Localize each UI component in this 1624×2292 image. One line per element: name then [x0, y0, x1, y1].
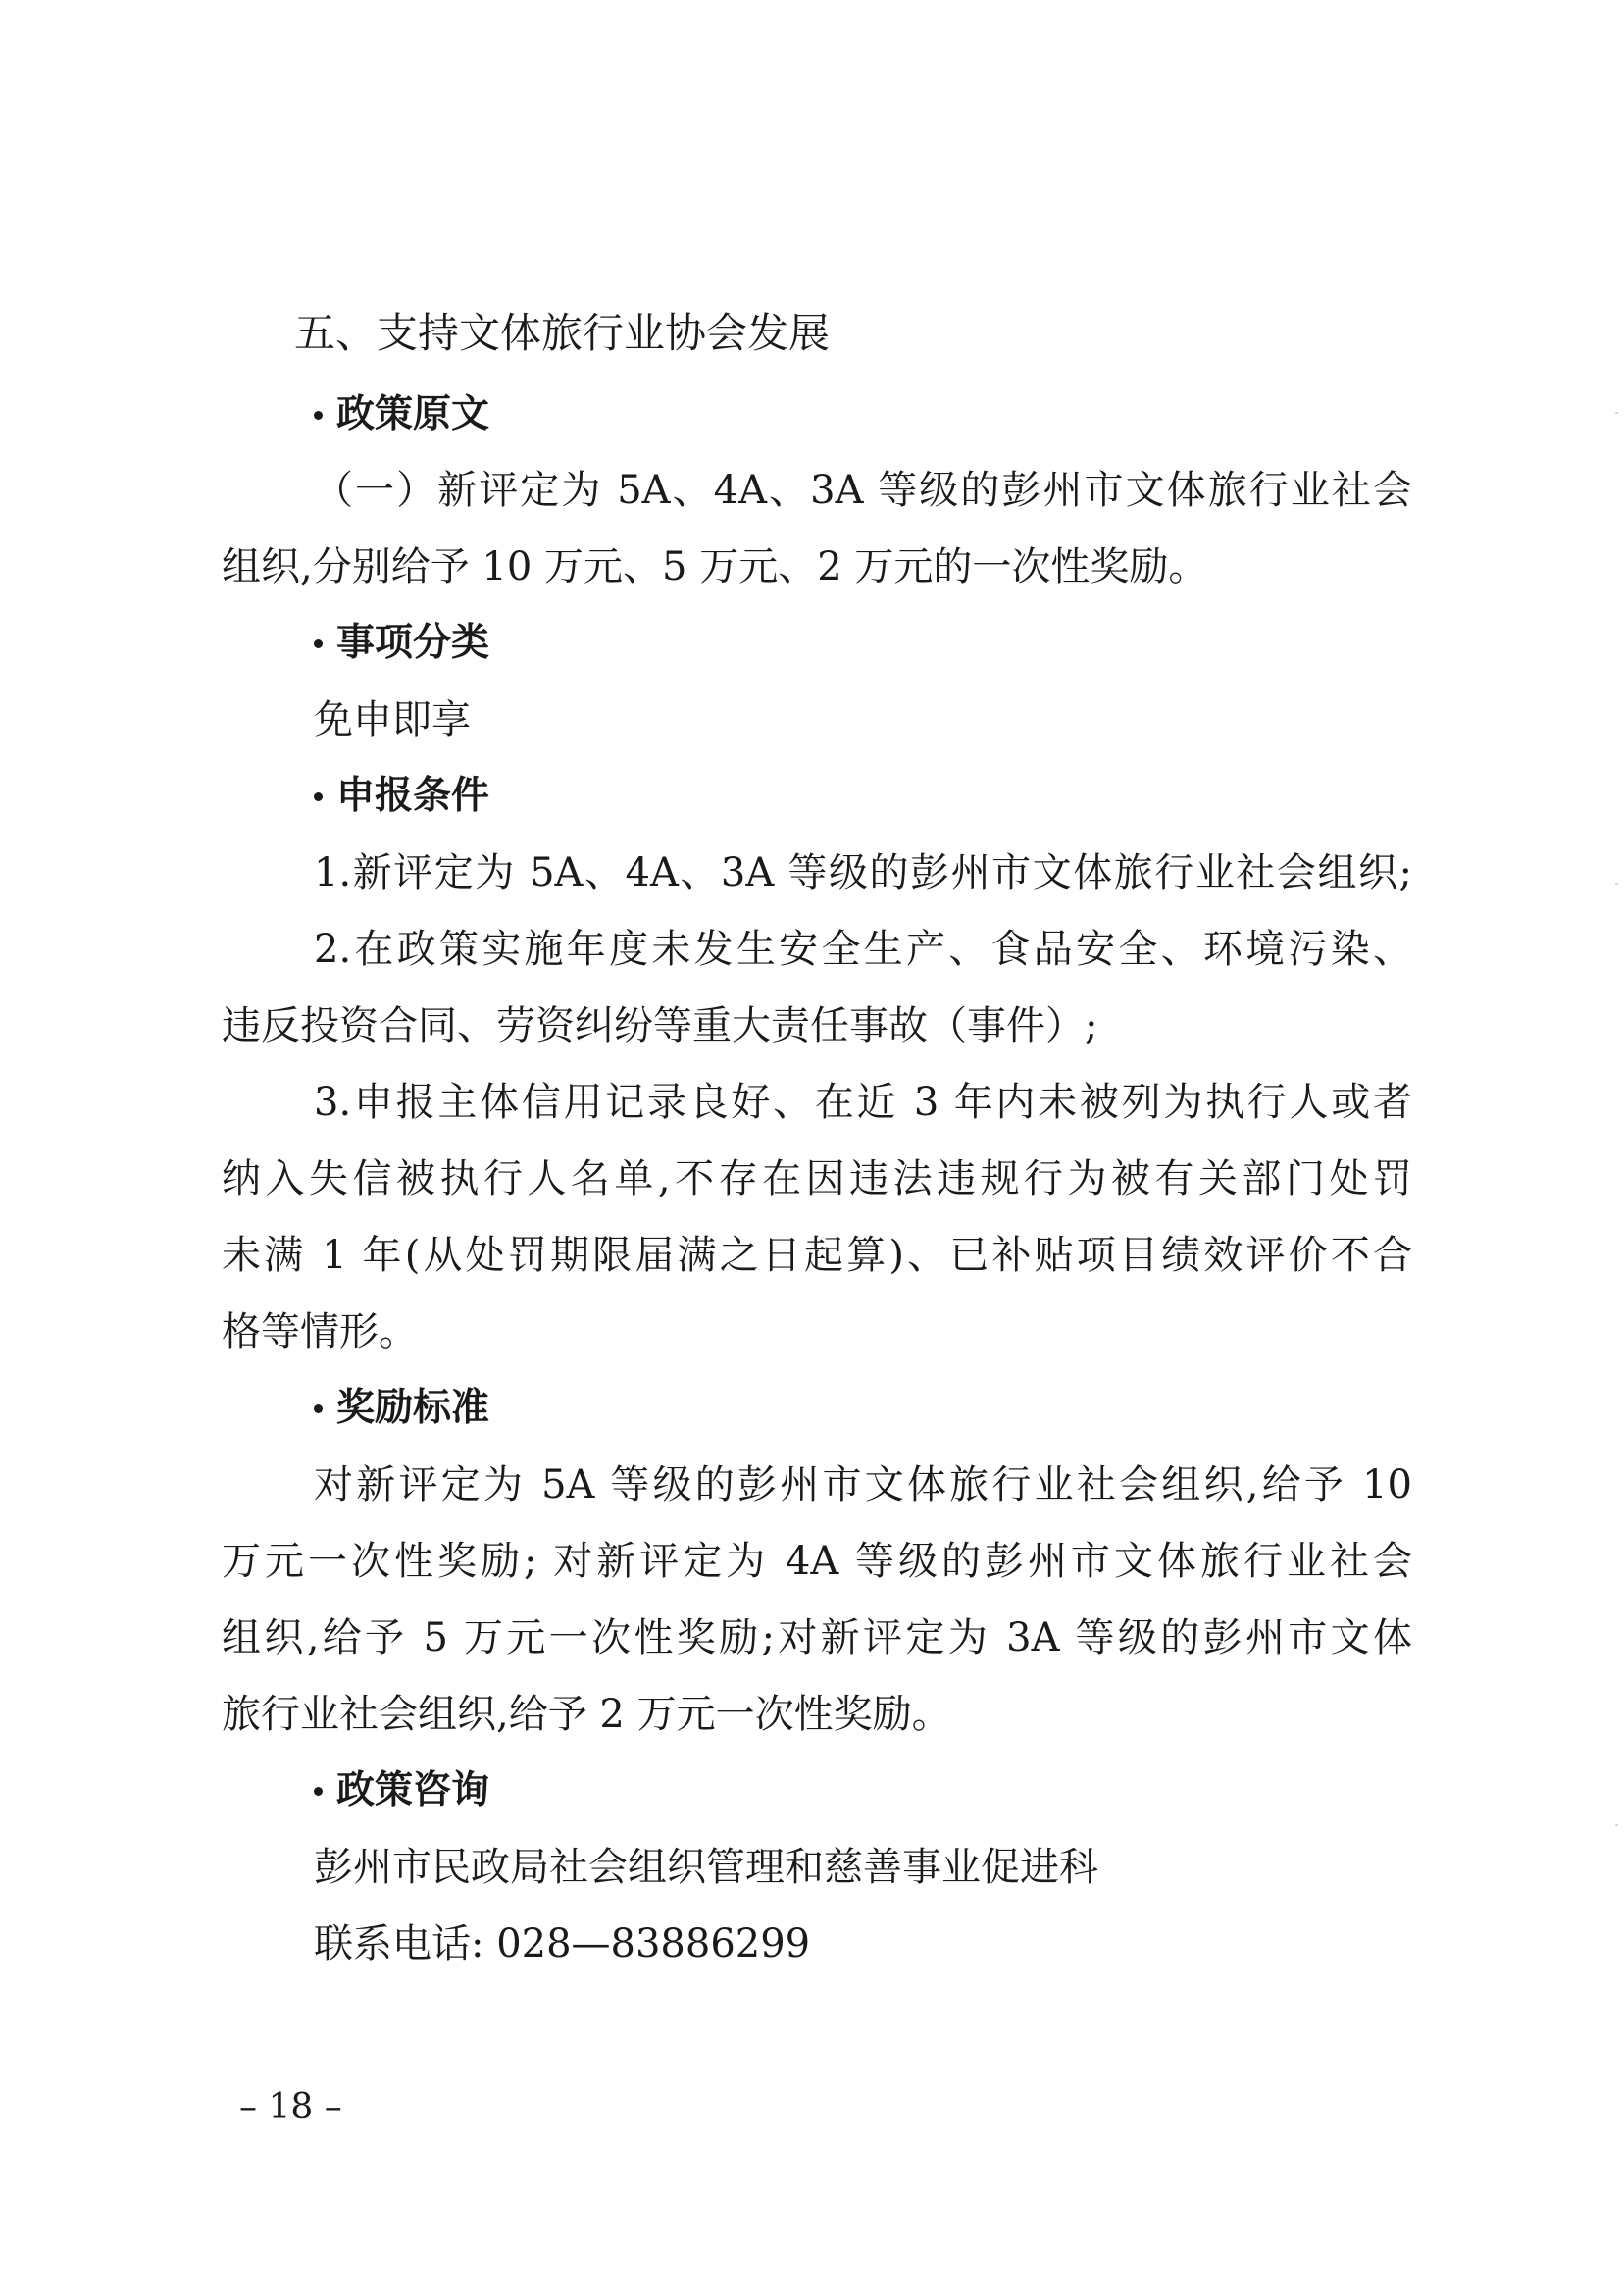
bullet-label: 事项分类 [336, 621, 490, 665]
original-text-line-1: （一）新评定为 5A、4A、3A 等级的彭州市文体旅行业社会 [314, 468, 1412, 513]
bullet-category [314, 616, 489, 671]
bullet-dot [314, 411, 323, 420]
bullet-dot [314, 792, 323, 801]
conditions-line-2: 2.在政策实施年度未发生安全生产、食品安全、环境污染、 [314, 927, 1412, 972]
bullet-dot [314, 1404, 323, 1413]
bullet-dot [314, 639, 323, 648]
bullet-label: 奖励标准 [336, 1386, 490, 1430]
bullet-dot [314, 1787, 323, 1796]
consult-department: 彭州市民政局社会组织管理和慈善事业促进科 [314, 1845, 1098, 1890]
original-text-line-2: 组织,分别给予 10 万元、5 万元、2 万元的一次性奖励。 [222, 544, 1208, 589]
standard-line-4: 旅行业社会组织,给予 2 万元一次性奖励。 [222, 1692, 951, 1737]
bullet-consult [314, 1763, 489, 1818]
conditions-line-1: 1.新评定为 5A、4A、3A 等级的彭州市文体旅行业社会组织; [314, 850, 1412, 895]
bullet-original-text [314, 387, 489, 442]
scan-speck [1615, 883, 1618, 885]
category-value: 免申即享 [314, 697, 471, 742]
bullet-label: 政策原文 [336, 392, 490, 436]
standard-line-2: 万元一次性奖励; 对新评定为 4A 等级的彭州市文体旅行业社会 [222, 1539, 1412, 1584]
standard-line-3: 组织,给予 5 万元一次性奖励;对新评定为 3A 等级的彭州市文体 [222, 1615, 1412, 1660]
conditions-line-3: 违反投资合同、劳资纠纷等重大责任事故（事件）; [222, 1003, 1098, 1048]
conditions-line-4: 3.申报主体信用记录良好、在近 3 年内未被列为执行人或者 [314, 1080, 1412, 1125]
section-heading: 五、支持文体旅行业协会发展 [294, 309, 831, 357]
conditions-line-5: 纳入失信被执行人名单,不存在因违法违规行为被有关部门处罚 [222, 1156, 1412, 1201]
bullet-conditions [314, 769, 489, 824]
scan-speck [1615, 412, 1618, 414]
bullet-standard [314, 1381, 489, 1436]
standard-line-1: 对新评定为 5A 等级的彭州市文体旅行业社会组织,给予 10 [314, 1462, 1412, 1507]
conditions-line-6: 未满 1 年(从处罚期限届满之日起算)、已补贴项目绩效评价不合 [222, 1233, 1412, 1278]
conditions-line-7: 格等情形。 [222, 1309, 418, 1354]
consult-phone: 联系电话: 028—83886299 [314, 1921, 811, 1966]
bullet-label: 政策咨询 [336, 1768, 490, 1812]
scan-speck [1615, 1824, 1618, 1826]
page-number: – 18 – [239, 2087, 342, 2127]
bullet-label: 申报条件 [336, 774, 490, 818]
